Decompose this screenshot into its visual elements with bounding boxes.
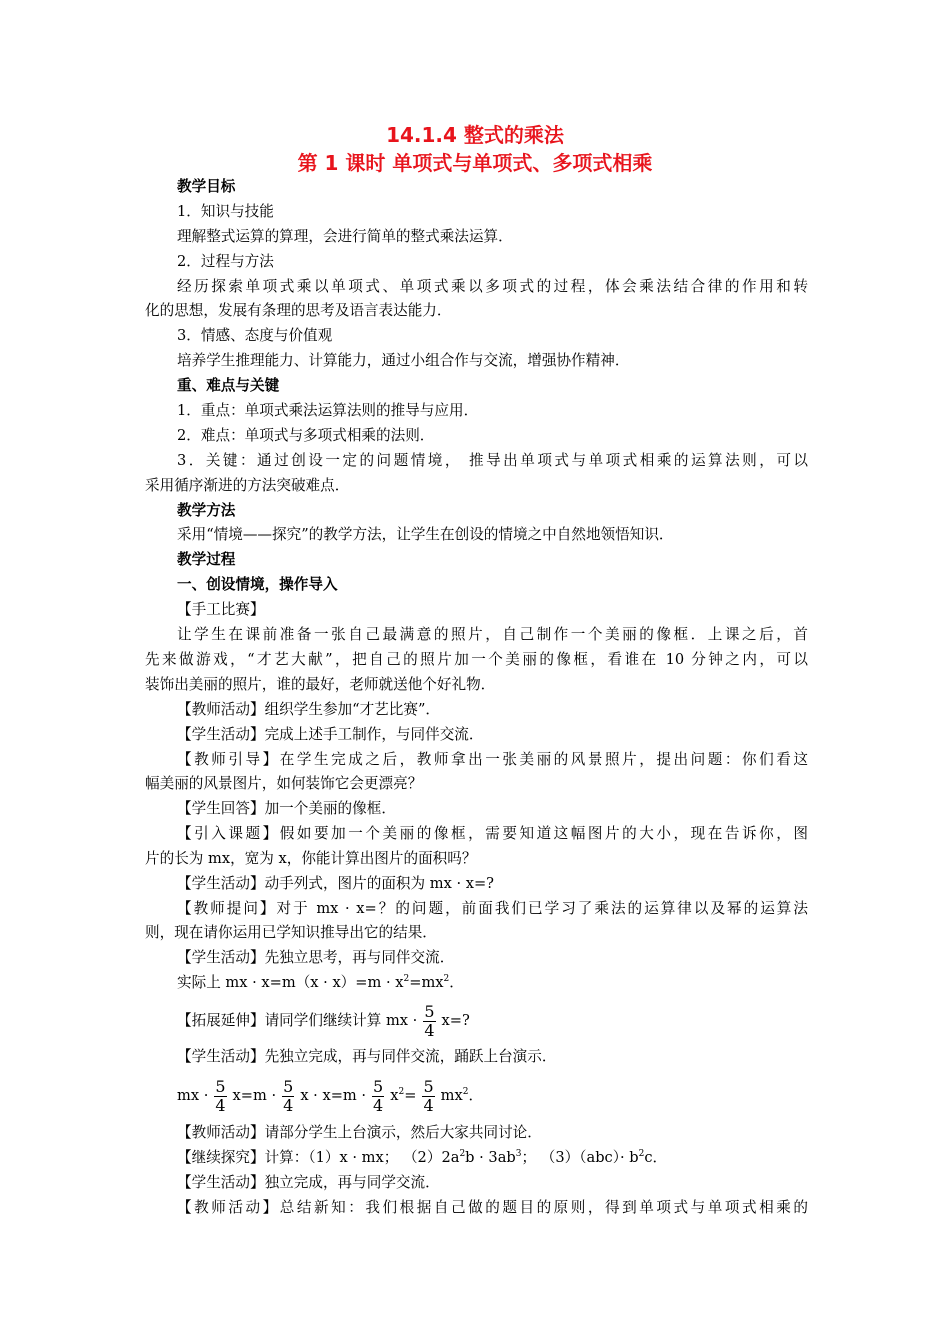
student-answer: 【学生回答】加一个美丽的像框． [177, 800, 396, 817]
fraction-5-4-d [422, 1078, 434, 1115]
contest-label: 【手工比赛】 [177, 601, 265, 618]
fraction-denominator: 4 [424, 1020, 435, 1040]
actual-mid: =mx [409, 974, 444, 991]
key-point-3-b: 采用循序渐进的方法突破难点． [145, 477, 350, 494]
contest-text-c: 装饰出美丽的照片，谁的最好，老师就送他个好礼物． [145, 676, 496, 693]
extension-prefix: 【拓展延伸】请同学们继续计算 mx · [177, 1012, 418, 1029]
eq-equals: = [404, 1087, 417, 1104]
student-activity-2: 【学生活动】动手列式，图片的面积为 mx · x=? [177, 875, 495, 892]
objective-3-text: 培养学生推理能力、计算能力，通过小组合作与交流，增强协作精神． [177, 352, 630, 369]
objective-1-title: 1．知识与技能 [177, 203, 274, 220]
key-point-1: 1．重点：单项式乘法运算法则的推导与应用． [177, 402, 479, 419]
intro-text-a [0, 823, 950, 845]
section-1-heading: 一、创设情境，操作导入 [177, 576, 338, 593]
key-point-2: 2．难点：单项式与多项式相乘的法则． [177, 427, 435, 444]
objective-1-text: 理解整式运算的算理，会进行简单的整式乘法运算． [177, 228, 513, 245]
title-sub: 第 1 课时 单项式与单项式、多项式相乘 [297, 151, 653, 175]
objective-3-title: 3．情感、态度与价值观 [177, 327, 333, 344]
continue-c: c． [644, 1149, 668, 1166]
actual-equation [0, 972, 950, 994]
eq-x: x [390, 1087, 399, 1104]
contest-text-a [0, 624, 950, 646]
student-activity-4: 【学生活动】先独立完成，再与同伴交流，踊跃上台演示． [177, 1048, 557, 1065]
fraction-denominator: 4 [215, 1095, 226, 1115]
student-activity-3: 【学生活动】先独立思考，再与同伴交流． [177, 949, 455, 966]
fraction-numerator: 5 [424, 1001, 435, 1021]
exp-3: 3 [515, 1149, 522, 1159]
teacher-ask-a-span: 【教师提问】对于 mx · x=？的问题，前面我们已学习了乘法的运算律以及幂的运算法 [177, 900, 808, 917]
heading-process: 教学过程 [177, 551, 236, 568]
continue-b: b · 3ab [465, 1149, 516, 1166]
heading-key-points: 重、难点与关键 [177, 377, 280, 394]
objective-2-text-a-span: 经历探索单项式乘以单项式、单项式乘以多项式的过程，体会乘法结合律的作用和转 [177, 278, 808, 295]
heading-method: 教学方法 [177, 502, 236, 519]
student-activity-5: 【学生活动】独立完成，再与同学交流． [177, 1174, 440, 1191]
teacher-guide-a-span: 【教师引导】在学生完成之后，教师拿出一张美丽的风景照片，提出问题：你们看这 [177, 751, 808, 768]
teacher-activity-3 [0, 1197, 950, 1219]
continue-explore [0, 1147, 950, 1169]
teacher-activity-1: 【教师活动】组织学生参加“才艺比赛”． [177, 701, 441, 718]
objective-2-text-a [0, 276, 950, 298]
fraction-numerator: 5 [215, 1076, 226, 1096]
title-main: 14.1.4 整式的乘法 [386, 123, 564, 147]
contest-text-b [0, 649, 950, 671]
continue-mid: ； （3）（abc）· b [521, 1149, 639, 1166]
teacher-activity-2: 【教师活动】请部分学生上台演示，然后大家共同讨论． [177, 1124, 542, 1141]
fraction-5-4-c [372, 1078, 384, 1115]
exp-2-d: 2 [462, 1087, 469, 1097]
intro-text-b: 片的长为 mx，宽为 x，你能计算出图片的面积吗？ [145, 850, 477, 867]
fraction-numerator: 5 [373, 1076, 384, 1096]
fraction-5-4-b [282, 1078, 294, 1115]
contest-text-a-span: 让学生在课前准备一张自己最满意的照片，自己制作一个美丽的像框．上课之后，首 [177, 626, 808, 643]
eq-x-x: x · x=m · [300, 1087, 367, 1104]
teacher-guide-a [0, 749, 950, 771]
intro-text-a-span: 【引入课题】假如要加一个美丽的像框，需要知道这幅图片的大小，现在告诉你，图 [177, 825, 808, 842]
fraction-numerator: 5 [283, 1076, 294, 1096]
extension-line [0, 1002, 950, 1040]
method-text: 采用“情境——探究”的教学方法，让学生在创设的情境之中自然地领悟知识． [177, 526, 674, 543]
fraction-denominator: 4 [373, 1095, 384, 1115]
key-point-3-a-span: 3．关键：通过创设一定的问题情境， 推导出单项式与单项式相乘的运算法则，可以 [177, 452, 808, 469]
teacher-guide-b: 幅美丽的风景图片，如何装饰它会更漂亮？ [145, 775, 423, 792]
teacher-activity-3-span: 【教师活动】总结新知：我们根据自己做的题目的原则，得到单项式与单项式相乘的 [177, 1199, 808, 1216]
equation-line [0, 1076, 950, 1116]
heading-objectives: 教学目标 [177, 178, 236, 195]
exp-2-b: 2 [443, 974, 450, 984]
continue-prefix: 【继续探究】计算：（1）x · mx； （2）2a [177, 1149, 460, 1166]
fraction-denominator: 4 [283, 1095, 294, 1115]
exp-2-c: 2 [398, 1087, 405, 1097]
actual-prefix: 实际上 mx · x=m（x · x）=m · x [177, 974, 404, 991]
contest-text-b-span: 先来做游戏，“才艺大献”，把自己的照片加一个美丽的像框，看谁在 10 分钟之内，可以 [145, 651, 808, 668]
exp-2-a: 2 [403, 974, 410, 984]
objective-2-text-b: 化的思想，发展有条理的思考及语言表达能力． [145, 302, 452, 319]
actual-end: ． [449, 974, 464, 991]
fraction-5-4-a [214, 1078, 226, 1115]
eq-xm: x=m · [232, 1087, 277, 1104]
fraction-5-4 [423, 1003, 435, 1040]
eq-mx2: mx [440, 1087, 463, 1104]
fraction-denominator: 4 [423, 1095, 434, 1115]
eq-end: ． [468, 1087, 484, 1104]
extension-suffix: x=? [441, 1012, 470, 1029]
student-activity-1: 【学生活动】完成上述手工制作，与同伴交流． [177, 726, 484, 743]
eq-mx: mx · [177, 1087, 209, 1104]
fraction-numerator: 5 [423, 1076, 434, 1096]
teacher-ask-b: 则，现在请你运用已学知识推导出它的结果． [145, 924, 437, 941]
teacher-ask-a [0, 898, 950, 920]
objective-2-title: 2．过程与方法 [177, 253, 274, 270]
exp-2-f: 2 [638, 1149, 645, 1159]
key-point-3-a [0, 450, 950, 472]
exp-2-e: 2 [459, 1149, 466, 1159]
